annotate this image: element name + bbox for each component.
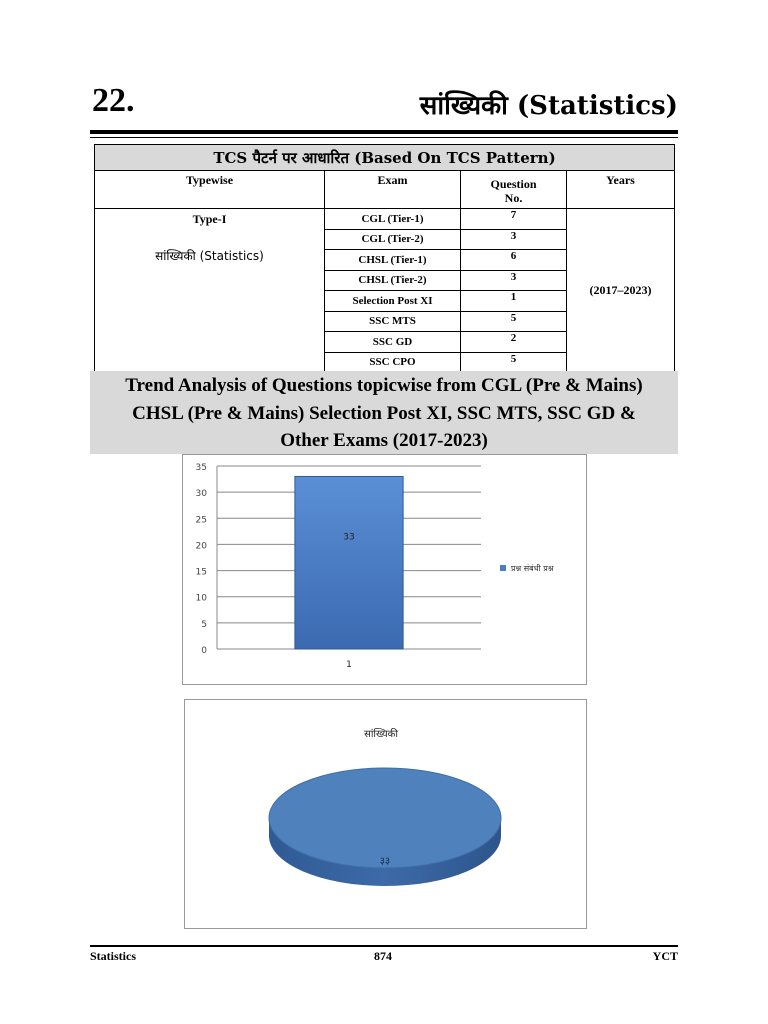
- pie-chart-frame: [184, 699, 587, 929]
- type-label: Type-I: [192, 212, 227, 226]
- pie-slice: [269, 768, 501, 868]
- question-count: 2: [461, 332, 567, 353]
- y-tick-label: 20: [195, 541, 207, 552]
- y-tick-label: 35: [195, 463, 207, 473]
- years-cell: (2017–2023): [567, 209, 675, 373]
- question-count: 5: [461, 352, 567, 373]
- exam-cell: CHSL (Tier-1): [325, 250, 461, 271]
- trend-heading-line: Other Exams (2017-2023): [280, 430, 488, 451]
- chapter-number: 22.: [92, 82, 135, 119]
- question-count: 1: [461, 291, 567, 312]
- y-tick-label: 5: [201, 619, 207, 630]
- exam-cell: CGL (Tier-1): [325, 209, 461, 230]
- page-number: 874: [374, 949, 392, 963]
- bar-chart: [183, 455, 586, 684]
- col-exam: Exam: [325, 171, 461, 209]
- pie-title: सांख्यिकी: [364, 729, 398, 740]
- footer-publisher: YCT: [652, 949, 678, 963]
- col-question-no: [461, 171, 567, 209]
- pie-data-label: ३३: [379, 856, 391, 867]
- col-years: Years: [567, 171, 675, 209]
- y-tick-label: 30: [195, 489, 207, 500]
- exam-cell: SSC MTS: [325, 311, 461, 332]
- col-question-no-label: Question No.: [490, 177, 537, 205]
- exam-cell: SSC GD: [325, 332, 461, 353]
- legend-swatch: [500, 565, 506, 571]
- y-tick-label: 15: [195, 567, 207, 578]
- trend-heading-line: Trend Analysis of Questions topicwise from CGL (Pre & Mains): [125, 375, 643, 396]
- chapter-title: सांख्यिकी (Statistics): [419, 91, 678, 121]
- trend-heading: [90, 371, 678, 454]
- exam-cell: CHSL (Tier-2): [325, 270, 461, 291]
- header-rule: [90, 130, 678, 134]
- y-tick-label: 25: [195, 515, 207, 526]
- bar-chart-frame: [182, 454, 587, 685]
- question-count: 3: [461, 270, 567, 291]
- x-tick-label: 1: [346, 660, 352, 670]
- type-name: सांख्यिकी (Statistics): [155, 249, 264, 263]
- question-count: 3: [461, 229, 567, 250]
- footer-subject: Statistics: [90, 949, 136, 963]
- exam-cell: CGL (Tier-2): [325, 229, 461, 250]
- header-rule-thin: [90, 137, 678, 138]
- question-count: 6: [461, 250, 567, 271]
- exam-cell: SSC CPO: [325, 352, 461, 373]
- bar-data-label: 33: [343, 532, 355, 543]
- y-tick-label: 0: [201, 646, 207, 656]
- pie-chart: [185, 700, 586, 928]
- table-title: TCS पैटर्न पर आधारित (Based On TCS Pattern): [95, 145, 675, 171]
- question-count: 5: [461, 311, 567, 332]
- question-count: 7: [461, 209, 567, 230]
- trend-heading-line: CHSL (Pre & Mains) Selection Post XI, SSC MTS, SSC GD &: [132, 402, 636, 424]
- legend-label: प्रश्न संबंधी प्रश्न: [511, 564, 554, 573]
- col-typewise: Typewise: [95, 171, 325, 209]
- type-cell: [95, 209, 325, 373]
- pattern-table: [94, 144, 675, 373]
- exam-cell: Selection Post XI: [325, 291, 461, 312]
- bar: [295, 476, 403, 649]
- y-tick-label: 10: [195, 593, 207, 604]
- footer-rule: [90, 945, 678, 947]
